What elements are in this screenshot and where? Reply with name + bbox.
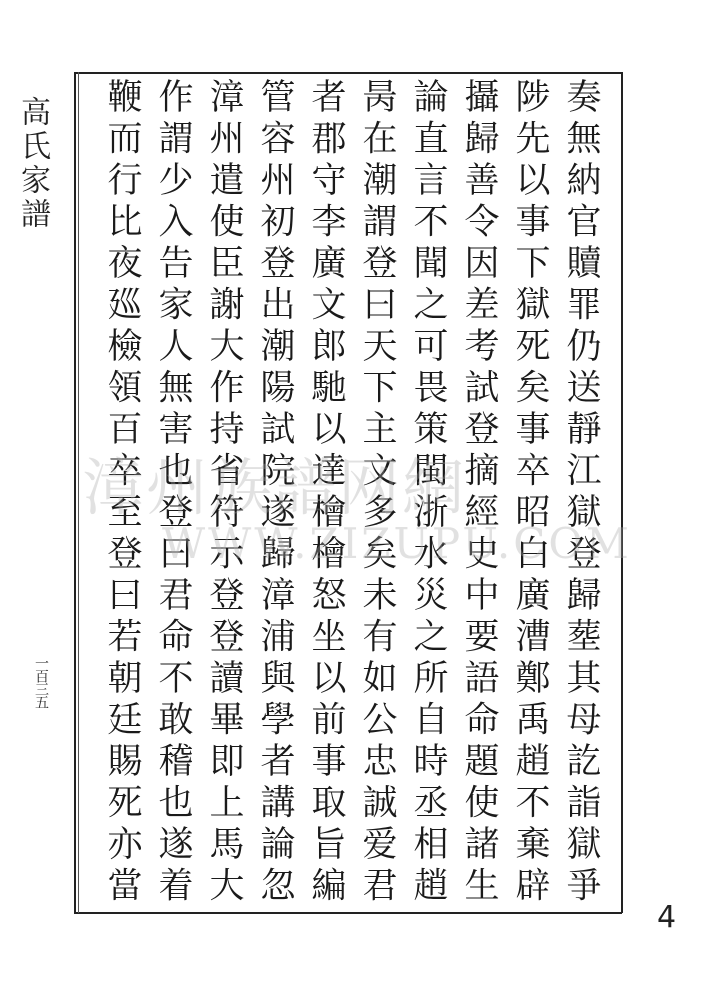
- text-column-9: 作謂少入告家人無害也登曰君命不敢稽也遂着: [153, 78, 193, 908]
- text-column-4: 論直言不聞之可畏策閩浙水災之所自時丞相趙: [408, 78, 448, 908]
- watermark-chinese: 漳州族譜网網: [82, 451, 467, 524]
- watermark-url: WWW.ZIZUPU.COM: [162, 519, 632, 568]
- frame-right-line: [621, 72, 623, 913]
- text-column-1: 奏無納官贖罪仍送靜江獄登歸塟其母訖詣獄爭: [561, 78, 601, 908]
- margin-title: 高氏家譜: [15, 96, 50, 232]
- text-column-3: 攝歸善令因差考試登摘經史中要語命題使諸生: [459, 78, 499, 908]
- corner-page-number: 4: [657, 900, 677, 935]
- margin-page-number: 一百三五: [33, 656, 49, 708]
- frame-left-inner-line: [78, 72, 79, 913]
- text-column-7: 管容州初登出潮陽試院遂歸漳浦與學者講論忽: [255, 78, 295, 908]
- frame-left-line: [74, 72, 76, 913]
- text-columns: [100, 78, 610, 908]
- text-column-8: 漳州遣使臣謝大作持省符示登登讀畢即上馬大: [204, 78, 244, 908]
- text-column-5: 昺在潮謂登曰天下主文多矣未有如公忠誠爱君: [357, 78, 397, 908]
- frame-top-line: [74, 72, 622, 74]
- frame-bottom-line: [74, 912, 622, 914]
- text-column-2: 陟先以事下獄死矣事卒昭白廣漕鄭禹趙不棄辟: [510, 78, 550, 908]
- text-column-10: 鞭而行比夜廵檢領百卒至登曰若朝廷賜死亦當: [102, 78, 142, 908]
- text-column-6: 者郡守李廣文郎馳以達檜檜怒坐以前事取旨編: [306, 78, 346, 908]
